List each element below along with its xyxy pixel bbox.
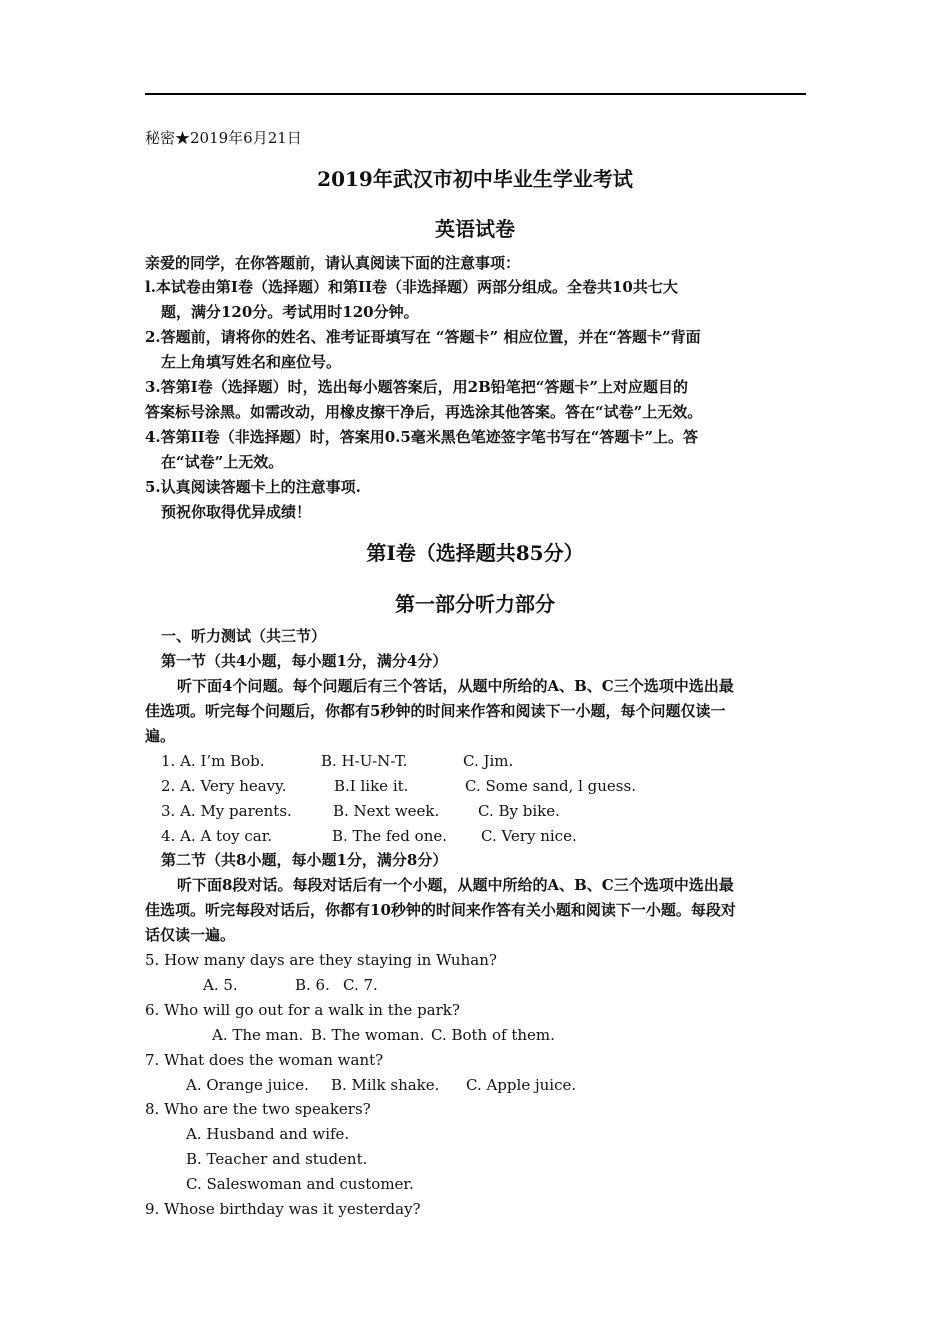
q2-option-a: 2. A. Very heavy. — [161, 777, 287, 795]
q4-option-b: B. The fed one. — [332, 827, 448, 845]
section1-instr-2: 佳选项。听完每个问题后，你都有5秒钟的时间来作答和阅读下一小题，每个问题仅读一 — [145, 702, 726, 720]
q6-stem: 6. Who will go out for a walk in the park? — [145, 1001, 460, 1019]
notice-item-4b: 在“试卷”上无效。 — [161, 453, 284, 471]
notice-item-3b: 答案标号涂黑。如需改动，用橡皮擦干净后，再选涂其他答案。答在“试卷”上无效。 — [145, 403, 703, 421]
section2-instr-1: 听下面8段对话。每段对话后有一个小题，从题中所给的A、B、C三个选项中选出最 — [177, 876, 734, 894]
q7-option-c: C. Apple juice. — [466, 1076, 577, 1094]
notice-intro: 亲爱的同学，在你答题前，请认真阅读下面的注意事项： — [145, 254, 521, 272]
q6-option-b: B. The woman. — [311, 1026, 425, 1044]
q1-option-b: B. H-U-N-T. — [321, 752, 408, 770]
q5-option-a: A. 5. — [203, 976, 238, 994]
header-rule — [145, 93, 806, 95]
part1-title: 第一部分听力部分 — [395, 592, 555, 616]
q8-option-a: A. Husband and wife. — [186, 1125, 350, 1143]
exam-title: 2019年武汉市初中毕业生学业考试 — [317, 167, 633, 191]
q8-option-c: C. Saleswoman and customer. — [186, 1175, 414, 1193]
q3-option-b: B. Next week. — [333, 802, 440, 820]
notice-item-3a: 3.答第I卷（选择题）时，选出每小题答案后，用2B铅笔把“答题卡”上对应题目的 — [145, 378, 689, 396]
notice-item-4a: 4.答第II卷（非选择题）时，答案用0.5毫米黑色笔迹签字笔书写在“答题卡”上。答 — [145, 428, 699, 446]
notice-wish: 预祝你取得优异成绩！ — [161, 503, 312, 521]
q2-option-b: B.I like it. — [334, 777, 409, 795]
listening-heading: 一、听力测试（共三节） — [161, 627, 327, 645]
q1-option-a: 1. A. I’m Bob. — [161, 752, 265, 770]
q4-option-a: 4. A. A toy car. — [161, 827, 272, 845]
q9-stem: 9. Whose birthday was it yesterday? — [145, 1200, 421, 1218]
section2-instr-2: 佳选项。听完每段对话后，你都有10秒钟的时间来作答有关小题和阅读下一小题。每段对 — [145, 901, 736, 919]
notice-item-1b: 题，满分120分。考试用时120分钟。 — [161, 303, 419, 321]
q6-option-c: C. Both of them. — [431, 1026, 555, 1044]
q2-option-c: C. Some sand, l guess. — [465, 777, 636, 795]
notice-item-5: 5.认真阅读答题卡上的注意事项. — [145, 478, 361, 496]
q8-option-b: B. Teacher and student. — [186, 1150, 368, 1168]
notice-item-1a: l.本试卷由第I卷（选择题）和第II卷（非选择题）两部分组成。全卷共10共七大 — [145, 278, 678, 296]
q7-option-b: B. Milk shake. — [331, 1076, 440, 1094]
section2-heading: 第二节（共8小题，每小题1分，满分8分） — [161, 851, 448, 869]
q5-option-b: B. 6. — [295, 976, 330, 994]
q5-option-c: C. 7. — [343, 976, 378, 994]
section2-instr-3: 话仅读一遍。 — [145, 926, 236, 944]
q8-stem: 8. Who are the two speakers? — [145, 1100, 371, 1118]
section1-instr-3: 遍。 — [145, 727, 176, 745]
section1-instr-1: 听下面4个问题。每个问题后有三个答话，从题中所给的A、B、C三个选项中选出最 — [177, 677, 734, 695]
q3-option-a: 3. A. My parents. — [161, 802, 292, 820]
q6-option-a: A. The man. — [212, 1026, 304, 1044]
notice-item-2a: 2.答题前，请将你的姓名、准考证哥填写在 “答题卡” 相应位置，并在“答题卡”背面 — [145, 328, 701, 346]
notice-item-2b: 左上角填写姓名和座位号。 — [161, 353, 342, 371]
subject-title: 英语试卷 — [435, 217, 515, 241]
q7-stem: 7. What does the woman want? — [145, 1051, 384, 1069]
q4-option-c: C. Very nice. — [481, 827, 577, 845]
section1-heading: 第一节（共4小题，每小题1分，满分4分） — [161, 652, 448, 670]
confidential-date: 秘密★2019年6月21日 — [145, 129, 302, 147]
q1-option-c: C. Jim. — [463, 752, 514, 770]
q3-option-c: C. By bike. — [478, 802, 560, 820]
q7-option-a: A. Orange juice. — [186, 1076, 309, 1094]
volume1-title: 第I卷（选择题共85分） — [366, 541, 584, 565]
q5-stem: 5. How many days are they staying in Wuhan? — [145, 951, 497, 969]
